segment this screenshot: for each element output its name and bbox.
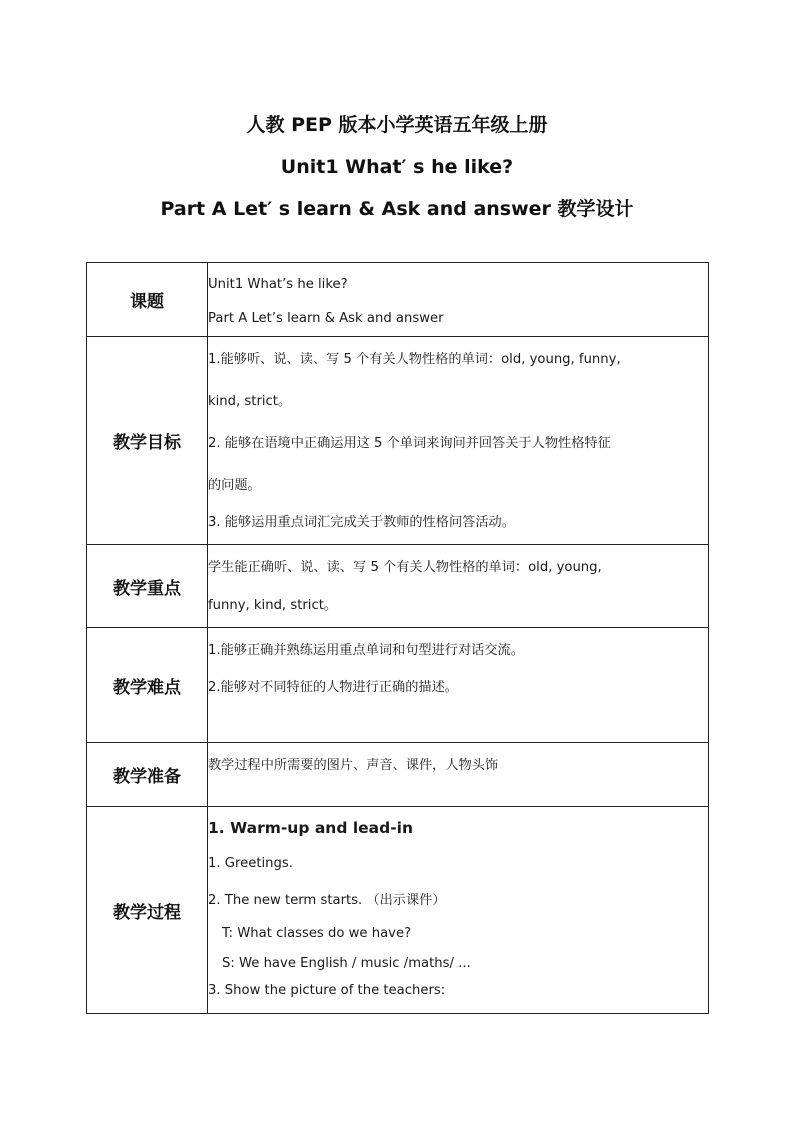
objectives-line: 2. 能够在语境中正确运用这 5 个单词来询问并回答关于人物性格特征 — [208, 436, 611, 451]
topic-line: Part A Let’s learn & Ask and answer — [208, 311, 444, 326]
difficulties-line: 1.能够正确并熟练运用重点单词和句型进行对话交流。 — [208, 643, 524, 658]
process-line: S: We have English / music /maths/ ... — [222, 956, 471, 971]
document-unit-title: Unit1 What′ s he like? — [280, 156, 514, 178]
objectives-line: kind, strict。 — [208, 394, 292, 409]
preparation-content — [208, 743, 709, 807]
table-row-key-points — [87, 545, 709, 628]
key-points-line: funny, kind, strict。 — [208, 598, 338, 613]
preparation-label: 教学准备 — [87, 743, 208, 807]
difficulties-label: 教学难点 — [87, 628, 208, 743]
process-heading: 1. Warm-up and lead-in — [208, 819, 413, 837]
topic-line: Unit1 What’s he like? — [208, 277, 348, 292]
objectives-line: 1.能够听、说、读、写 5 个有关人物性格的单词：old, young, funny, — [208, 352, 621, 367]
process-line: T: What classes do we have? — [222, 926, 412, 941]
objectives-label: 教学目标 — [87, 337, 208, 545]
topic-label: 课题 — [87, 263, 208, 337]
table-row-preparation — [87, 743, 709, 807]
table-row-objectives — [87, 337, 709, 545]
key-points-content — [208, 545, 709, 628]
process-line: 1. Greetings. — [208, 856, 293, 871]
lesson-plan-table — [86, 262, 709, 1014]
objectives-line: 3. 能够运用重点词汇完成关于教师的性格问答活动。 — [208, 515, 515, 530]
process-label: 教学过程 — [87, 807, 208, 1014]
preparation-line: 教学过程中所需要的图片、声音、课件，人物头饰 — [208, 758, 499, 773]
table-row-process — [87, 807, 709, 1014]
difficulties-content — [208, 628, 709, 743]
difficulties-line: 2.能够对不同特征的人物进行正确的描述。 — [208, 680, 458, 695]
key-points-line: 学生能正确听、说、读、写 5 个有关人物性格的单词：old, young, — [208, 560, 602, 575]
table-row-topic — [87, 263, 709, 337]
objectives-content — [208, 337, 709, 545]
document-title: 人教 PEP 版本小学英语五年级上册 — [246, 114, 548, 136]
document-titles — [0, 104, 794, 230]
topic-content — [208, 263, 709, 337]
process-content — [208, 807, 709, 1014]
key-points-label: 教学重点 — [87, 545, 208, 628]
document-lesson-title: Part A Let′ s learn & Ask and answer 教学设计 — [160, 198, 634, 220]
process-line: 2. The new term starts. （出示课件） — [208, 893, 446, 908]
process-line: 3. Show the picture of the teachers: — [208, 983, 446, 998]
objectives-line: 的问题。 — [208, 478, 261, 493]
table-row-difficulties — [87, 628, 709, 743]
